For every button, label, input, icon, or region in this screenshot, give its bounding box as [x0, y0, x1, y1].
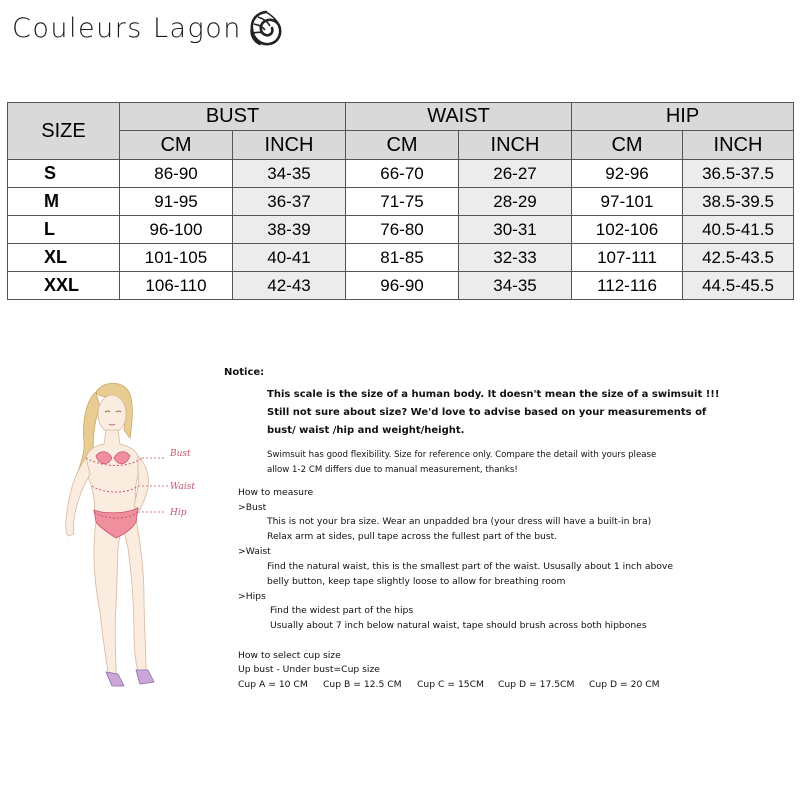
size-cell: M	[8, 188, 120, 216]
flex-line: Swimsuit has good flexibility. Size for reference only. Compare the detail with yours please	[267, 450, 657, 460]
table-row	[8, 244, 794, 272]
table-cell: 81-85	[346, 244, 459, 272]
table-cell: 76-80	[346, 216, 459, 244]
waist-line: Find the natural waist, this is the smallest part of the waist. Ususally about 1 inch above	[267, 561, 674, 572]
nautilus-shell-icon	[248, 9, 284, 47]
table-row	[8, 160, 794, 188]
bust-inch-header: INCH	[233, 131, 346, 160]
hip-header: HIP	[572, 103, 794, 131]
table-cell: 44.5-45.5	[683, 272, 794, 300]
bust-heading: >Bust	[238, 502, 267, 513]
cup-a: Cup A = 10 CM	[238, 679, 308, 690]
table-cell: 106-110	[120, 272, 233, 300]
table-cell: 26-27	[459, 160, 572, 188]
bust-line: Relax arm at sides, pull tape across the fullest part of the bust.	[267, 531, 558, 542]
cup-e: Cup D = 20 CM	[589, 679, 660, 690]
table-cell: 92-96	[572, 160, 683, 188]
table-cell: 71-75	[346, 188, 459, 216]
waist-inch-header: INCH	[459, 131, 572, 160]
table-cell: 38-39	[233, 216, 346, 244]
table-cell: 30-31	[459, 216, 572, 244]
brand-name: Couleurs Lagon	[12, 12, 242, 44]
table-cell: 112-116	[572, 272, 683, 300]
table-cell: 107-111	[572, 244, 683, 272]
bust-header: BUST	[120, 103, 346, 131]
bust-line: This is not your bra size. Wear an unpadded bra (your dress will have a built-in bra)	[267, 516, 652, 527]
table-cell: 34-35	[233, 160, 346, 188]
brand-header	[12, 8, 284, 48]
notice-title: Notice:	[224, 367, 265, 378]
waist-heading: >Waist	[238, 546, 271, 557]
table-cell: 34-35	[459, 272, 572, 300]
cup-c: Cup C = 15CM	[417, 679, 484, 690]
size-chart-table	[7, 102, 794, 300]
cup-b: Cup B = 12.5 CM	[323, 679, 402, 690]
cup-heading: How to select cup size	[238, 650, 341, 661]
table-cell: 66-70	[346, 160, 459, 188]
table-cell: 42-43	[233, 272, 346, 300]
hip-inch-header: INCH	[683, 131, 794, 160]
size-cell: XXL	[8, 272, 120, 300]
hip-label: Hip	[170, 508, 187, 518]
size-cell: L	[8, 216, 120, 244]
waist-label: Waist	[170, 482, 195, 492]
bust-label: Bust	[170, 449, 191, 459]
bust-cm-header: CM	[120, 131, 233, 160]
table-cell: 101-105	[120, 244, 233, 272]
table-cell: 42.5-43.5	[683, 244, 794, 272]
table-row	[8, 188, 794, 216]
cup-formula: Up bust - Under bust=Cup size	[238, 664, 380, 675]
size-cell: S	[8, 160, 120, 188]
table-cell: 40-41	[233, 244, 346, 272]
table-cell: 40.5-41.5	[683, 216, 794, 244]
waist-cm-header: CM	[346, 131, 459, 160]
hips-heading: >Hips	[238, 591, 266, 602]
size-cell: XL	[8, 244, 120, 272]
waist-header: WAIST	[346, 103, 572, 131]
hips-line: Usually about 7 inch below natural waist, tape should brush across both hipbones	[270, 620, 647, 631]
size-header: SIZE	[8, 103, 120, 160]
notice-bold-line: Still not sure about size? We'd love to advise based on your measurements of	[267, 407, 707, 418]
table-cell: 102-106	[572, 216, 683, 244]
table-row	[8, 272, 794, 300]
waist-line: belly button, keep tape slightly loose to allow for breathing room	[267, 576, 566, 587]
hip-cm-header: CM	[572, 131, 683, 160]
table-cell: 36.5-37.5	[683, 160, 794, 188]
how-to-measure-heading: How to measure	[238, 487, 314, 498]
table-cell: 86-90	[120, 160, 233, 188]
table-cell: 91-95	[120, 188, 233, 216]
cup-d: Cup D = 17.5CM	[498, 679, 575, 690]
table-cell: 36-37	[233, 188, 346, 216]
table-cell: 96-90	[346, 272, 459, 300]
table-cell: 38.5-39.5	[683, 188, 794, 216]
notice-bold-line: This scale is the size of a human body. It doesn't mean the size of a swimsuit !!!	[267, 389, 720, 400]
table-row	[8, 216, 794, 244]
table-cell: 96-100	[120, 216, 233, 244]
notice-bold-line: bust/ waist /hip and weight/height.	[267, 425, 465, 436]
hips-line: Find the widest part of the hips	[270, 605, 414, 616]
body-measurement-illustration	[38, 372, 223, 697]
table-cell: 28-29	[459, 188, 572, 216]
table-cell: 97-101	[572, 188, 683, 216]
flex-line: allow 1-2 CM differs due to manual measurement, thanks!	[267, 465, 518, 475]
table-cell: 32-33	[459, 244, 572, 272]
